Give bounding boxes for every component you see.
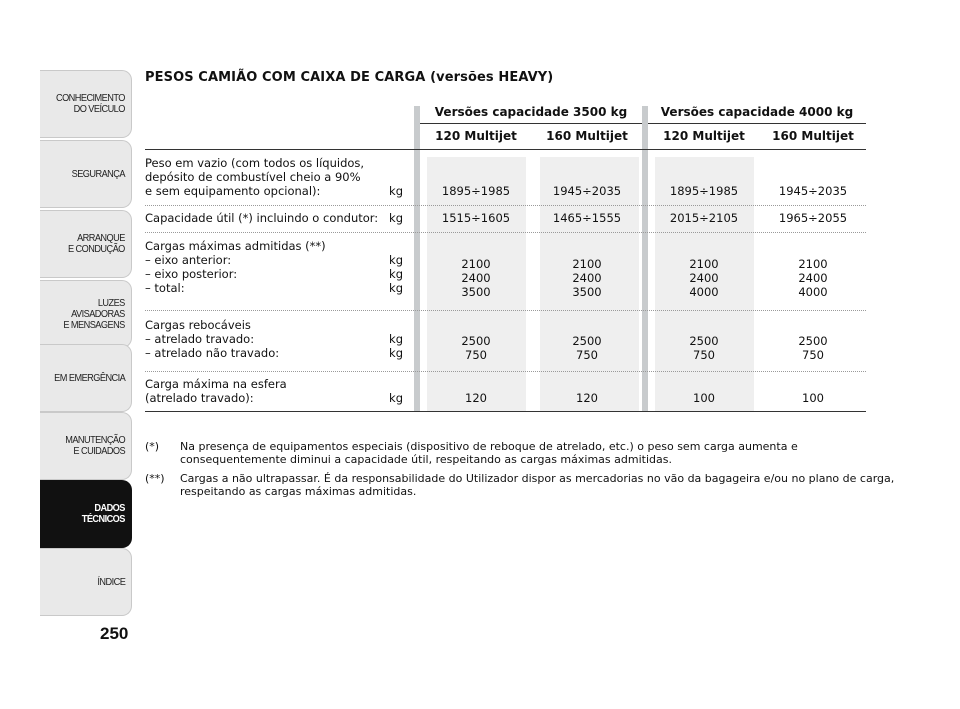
title-suffix: (versões HEAVY) [425,70,554,85]
row-separator [145,205,866,206]
cell-value: 2100 2400 3500 [461,257,491,299]
tab-manutencao-e-cuidados[interactable] [40,412,132,480]
row-label: Peso em vazio (com todos os líquidos, depósito de combustível cheio a 90% e sem equipamento opcional): [145,156,365,198]
row-label: Carga máxima na esfera (atrelado travado): [145,377,287,405]
tab-indice[interactable] [40,548,132,616]
title-main: PESOS CAMIÃO COM CAIXA DE CARGA [145,70,426,85]
row-label: Cargas máximas admitidas (**) – eixo anterior: – eixo posterior: – total: [145,239,326,295]
tab-label: LUZES AVISADORAS E MENSAGENS [63,297,125,331]
tab-label: DADOS TÉCNICOS [81,503,125,525]
tab-em-emergencia[interactable] [40,344,132,412]
cell-value: 1895÷1985 [669,184,739,198]
row-label: Cargas rebocáveis – atrelado travado: – atrelado não travado: [145,318,280,360]
footnote-2 [145,472,905,500]
cell-value: 2100 2400 4000 [798,257,828,299]
tab-luzes-avisadoras[interactable] [40,280,132,348]
cell-value: 2100 2400 3500 [572,257,602,299]
cell-value: 1895÷1985 [441,184,511,198]
page-number: 250 [100,624,129,643]
footnote-mark: (**) [145,472,165,485]
column-header: 160 Multijet [772,129,854,143]
rule [420,123,642,124]
row-unit: kg [389,184,403,198]
footnote-text: Na presença de equipamentos especiais (dispositivo de reboque de atrelado, etc.) o peso sem carga aumenta e consequentemente diminui a capacidade útil, respeitando as cargas máximas admitidas. [180,440,798,466]
cell-value: 1965÷2055 [778,211,848,225]
row-separator [145,310,866,311]
tab-arranque-e-conducao[interactable] [40,210,132,278]
column-header: 120 Multijet [663,129,745,143]
column-header: 160 Multijet [546,129,628,143]
cell-value: 2015÷2105 [669,211,739,225]
tab-label: MANUTENÇÃO E CUIDADOS [65,435,125,457]
group-header-3500: Versões capacidade 3500 kg [434,105,628,119]
cell-value: 2500 750 [461,334,491,362]
tab-label: CONHECIMENTO DO VEÍCULO [56,93,125,115]
tab-label: ARRANQUE E CONDUÇÃO [68,233,125,255]
row-unit: kg kg [389,332,403,360]
cell-value: 2500 750 [689,334,719,362]
cell-value: 2500 750 [572,334,602,362]
column-header: 120 Multijet [435,129,517,143]
tab-dados-tecnicos[interactable] [40,480,132,548]
cell-value: 120 [465,391,487,405]
row-unit: kg kg kg [389,253,403,295]
cell-value: 1945÷2035 [552,184,622,198]
tab-label: EM EMERGÊNCIA [53,372,125,384]
tab-label: SEGURANÇA [71,168,125,180]
row-separator [145,371,866,372]
row-unit: kg [389,211,403,225]
footnote-text: Cargas a não ultrapassar. É da responsabilidade do Utilizador dispor as mercadorias no vão da bagageira e/ou no plano de carga, respeitando as cargas máximas admitidas. [180,472,895,498]
cell-value: 120 [576,391,598,405]
row-label: Capacidade útil (*) incluindo o condutor: [145,211,379,225]
cell-value: 1945÷2035 [778,184,848,198]
tab-seguranca[interactable] [40,140,132,208]
cell-value: 2500 750 [798,334,828,362]
page-title [145,70,553,85]
cell-value: 1465÷1555 [552,211,622,225]
cell-value: 2100 2400 4000 [689,257,719,299]
cell-value: 100 [693,391,715,405]
footnote-1 [145,440,905,468]
group-header-4000: Versões capacidade 4000 kg [660,105,854,119]
tab-label: ÍNDICE [97,576,125,588]
rule [648,123,866,124]
cell-value: 100 [802,391,824,405]
footnote-mark: (*) [145,440,160,453]
table-bottom-rule [145,411,866,412]
cell-value: 1515÷1605 [441,211,511,225]
row-unit: kg [389,391,403,405]
header-rule [145,149,866,150]
tab-conhecimento-do-veiculo[interactable] [40,70,132,138]
row-separator [145,232,866,233]
